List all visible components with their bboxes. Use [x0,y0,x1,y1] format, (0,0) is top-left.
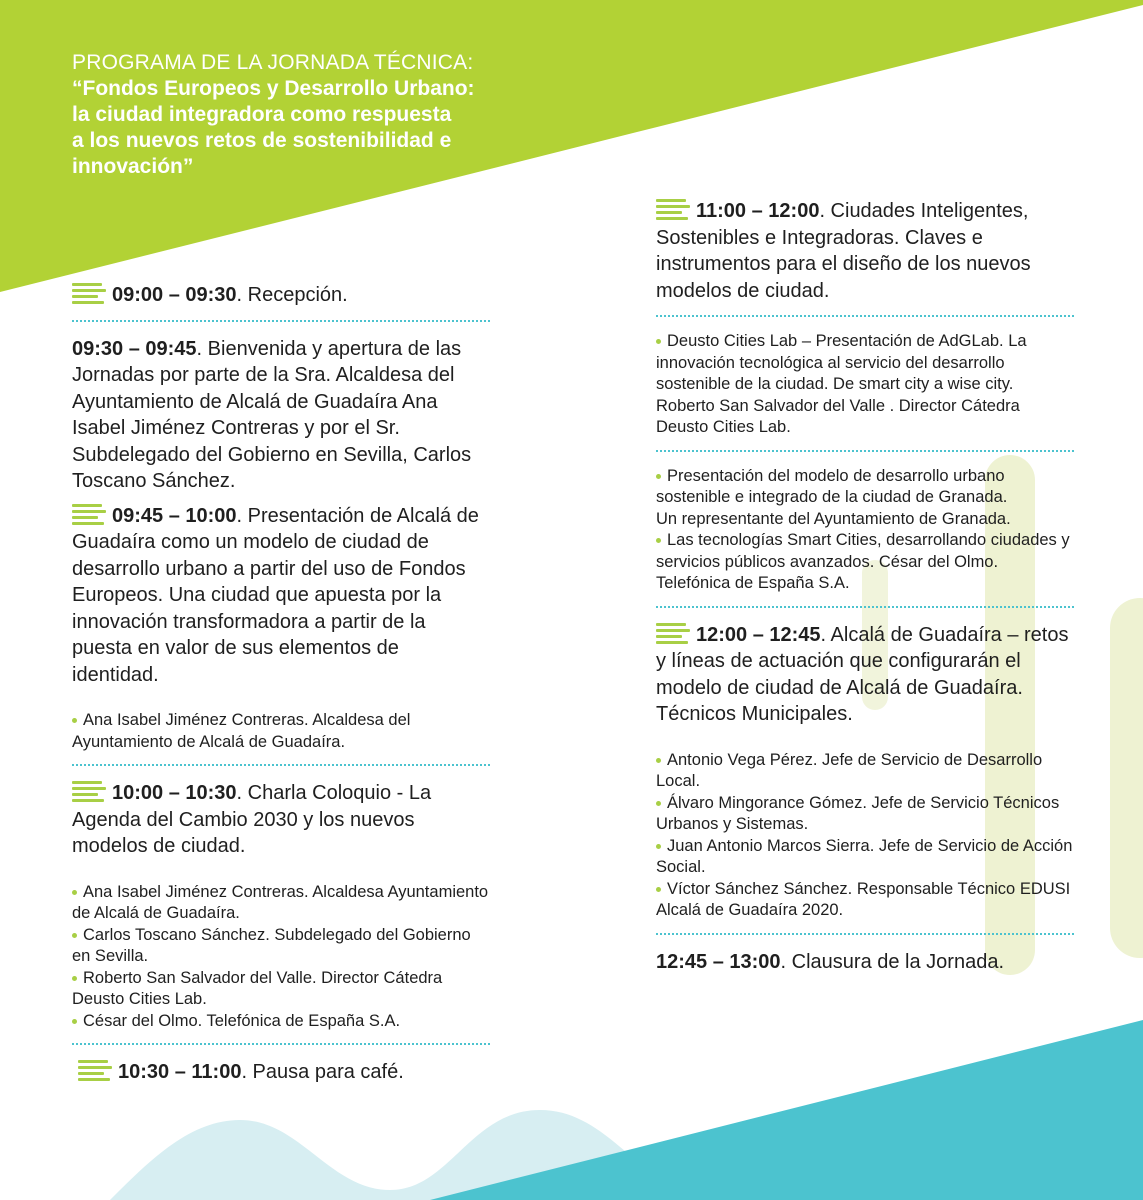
list-icon [72,504,106,524]
header-line-3: la ciudad integradora como respuesta [72,103,452,126]
speaker: Las tecnologías Smart Cities, desarrollando ciudades y servicios públicos avanzados. César del Olmo. Telefónica de España S.A. [656,531,1070,592]
list-icon [656,623,690,643]
speaker-list [656,331,1074,439]
speaker: Roberto San Salvador del Valle. Director Cátedra Deusto Cities Lab. [72,968,443,1008]
dotted-divider [656,450,1074,452]
speaker: Ana Isabel Jiménez Contreras. Alcaldesa Ayuntamiento de Alcalá de Guadaíra. [72,882,489,922]
speaker-list [72,882,490,1033]
dotted-divider [656,606,1074,608]
left-column [72,282,490,1086]
agenda-item-closing [656,949,1074,976]
dotted-divider [72,320,490,322]
agenda-item-welcome [72,336,490,495]
item-text: . Ciudades Inteligentes, Sostenibles e Integradoras. Claves e instrumentos para el diseño de los nuevos modelos de ciudad. [656,200,1031,302]
speaker-person: Roberto San Salvador del Valle . Director Cátedra Deusto Cities Lab. [656,396,1020,436]
item-time: 10:30 – 11:00 [118,1061,242,1083]
item-time: 09:45 – 10:00 [112,504,237,527]
item-text: . Charla Coloquio - La Agenda del Cambio 2030 y los nuevos modelos de ciudad. [72,782,432,857]
bullet-icon [72,718,77,723]
bullet-icon [72,976,77,981]
item-text: . Recepción. [236,284,348,306]
speaker-list [656,466,1074,595]
speaker: Deusto Cities Lab – Presentación de AdGLab. La innovación tecnológica al servicio del desarrollo sostenible de la ciudad. De smart city a wise city. [656,332,1027,393]
agenda-item-coffee [72,1059,490,1086]
item-time: 12:00 – 12:45 [696,623,821,646]
speaker: César del Olmo. Telefónica de España S.A. [72,1011,490,1033]
right-column [656,198,1074,975]
list-icon [656,199,690,219]
bullet-icon [72,933,77,938]
item-text: . Presentación de Alcalá de Guadaíra como un modelo de ciudad de desarrollo urbano a partir del uso de Fondos Europeos. Una ciudad que apuesta por la innovación transformadora a partir de la puesta en valor de sus elementos de identidad. [72,504,479,686]
agenda-item-alcala [656,622,1074,728]
item-text: . Bienvenida y apertura de las Jornadas por parte de la Sra. Alcaldesa del Ayuntamiento de Alcalá de Guadaíra Ana Isabel Jiménez Contreras y por el Sr. Subdelegado del Gobierno en Sevilla, Carlos Toscano Sánchez. [72,337,472,492]
item-text: . Clausura de la Jornada. [780,950,1005,973]
item-time: 12:45 – 13:00 [656,950,781,973]
item-text: . Pausa para café. [241,1061,404,1083]
speaker: Juan Antonio Marcos Sierra. Jefe de Servicio de Acción Social. [656,836,1073,876]
list-icon [72,781,106,801]
list-icon [72,283,106,303]
item-text: . Alcalá de Guadaíra – retos y líneas de actuación que configurarán el modelo de ciudad de Alcalá de Guadaíra. Técnicos Municipales. [656,623,1069,725]
speaker: Ana Isabel Jiménez Contreras. Alcaldesa del Ayuntamiento de Alcalá de Guadaíra. [72,711,411,751]
dotted-divider [656,933,1074,935]
header-line-5: innovación” [72,155,194,178]
header-line-1: PROGRAMA DE LA JORNADA TÉCNICA: [72,51,474,74]
agenda-item-reception [72,282,490,309]
bullet-icon [656,538,661,543]
speaker-list [72,710,490,753]
agenda-item-presentation [72,503,490,689]
speaker: Presentación del modelo de desarrollo urbano sostenible e integrado de la ciudad de Granada. [656,466,1008,506]
list-icon [78,1060,112,1080]
speaker-person: Un representante del Ayuntamiento de Granada. [656,509,1011,528]
dotted-divider [72,1043,490,1045]
speaker: Álvaro Mingorance Gómez. Jefe de Servicio Técnicos Urbanos y Sistemas. [656,793,1060,833]
header-line-4: a los nuevos retos de sostenibilidad e [72,129,452,152]
item-time: 11:00 – 12:00 [696,200,820,222]
bullet-icon [656,758,661,763]
speaker: Víctor Sánchez Sánchez. Responsable Técnico EDUSI Alcalá de Guadaíra 2020. [656,879,1071,919]
speaker: Antonio Vega Pérez. Jefe de Servicio de Desarrollo Local. [656,750,1043,790]
item-time: 09:30 – 09:45 [72,337,197,360]
speaker: Carlos Toscano Sánchez. Subdelegado del Gobierno en Sevilla. [72,925,471,965]
bullet-icon [656,474,661,479]
item-time: 10:00 – 10:30 [112,782,237,804]
bullet-icon [72,890,77,895]
agenda-item-smart-cities [656,198,1074,304]
bullet-icon [72,1019,77,1024]
bullet-icon [656,844,661,849]
bullet-icon [656,801,661,806]
bullet-icon [656,887,661,892]
program-header [72,50,532,180]
dotted-divider [72,764,490,766]
item-time: 09:00 – 09:30 [112,284,237,306]
dotted-divider [656,315,1074,317]
bullet-icon [656,339,661,344]
header-line-2: “Fondos Europeos y Desarrollo Urbano: [72,77,475,100]
speaker-list [656,750,1074,922]
agenda-item-talk [72,780,490,860]
